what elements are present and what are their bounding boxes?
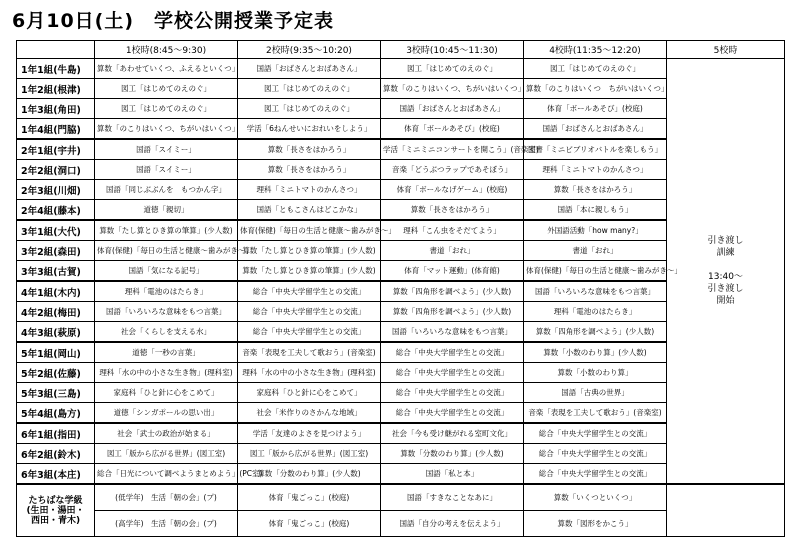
class-name: 4年1組(木内) <box>17 281 95 302</box>
class-name: 2年3組(川畑) <box>17 180 95 200</box>
fifth-period-note <box>667 59 785 485</box>
lesson-cell: 算数「長さをはかろう」 <box>238 139 381 160</box>
lesson-cell: 算数「たし算とひき算の筆算」(少人数) <box>238 241 381 261</box>
lesson-cell: 総合「日光について調べようまとめよう」(PC室) <box>95 464 238 485</box>
lesson-cell: 総合「中央大学留学生との交流」 <box>524 444 667 464</box>
header-period-1: 1校時(8:45～9:30) <box>95 41 238 59</box>
class-name: 5年4組(島方) <box>17 403 95 424</box>
lesson-cell: (低学年) 生活「朝の会」(プ) <box>95 484 238 511</box>
lesson-cell: 算数「たし算とひき算の筆算」(少人数) <box>95 220 238 241</box>
lesson-cell: 図工「はじめてのえのぐ」 <box>381 59 524 79</box>
header-row <box>17 41 785 59</box>
class-name: 3年3組(古賀) <box>17 261 95 282</box>
lesson-cell: 理科「ミニトマトのかんさつ」 <box>524 160 667 180</box>
lesson-cell: 音楽「どうぶつラップであそぼう」 <box>381 160 524 180</box>
class-name: 5年3組(三島) <box>17 383 95 403</box>
class-name: 2年1組(宇井) <box>17 139 95 160</box>
lesson-cell: 体育(保健)「毎日の生活と健康～歯みがき～」 <box>238 220 381 241</box>
lesson-cell: 算数「小数のわり算」(少人数) <box>524 342 667 363</box>
lesson-cell: 図工「はじめてのえのぐ」 <box>524 59 667 79</box>
header-period-5: 5校時 <box>667 41 785 59</box>
lesson-cell: 算数「いくつといくつ」 <box>524 484 667 511</box>
lesson-cell: 国語「いろいろな意味をもつ言葉」 <box>381 322 524 343</box>
lesson-cell: 社会「武士の政治が始まる」 <box>95 423 238 444</box>
lesson-cell: 国語「おばさんとおばあさん」 <box>238 59 381 79</box>
lesson-cell: 算数「小数のわり算」 <box>524 363 667 383</box>
lesson-cell: 理科「水の中の小さな生き物」(理科室) <box>95 363 238 383</box>
class-name: 1年2組(根津) <box>17 79 95 99</box>
lesson-cell: 家庭科「ひと針に心をこめて」 <box>95 383 238 403</box>
class-name: 2年2組(洞口) <box>17 160 95 180</box>
lesson-cell: 理科「こん虫をそだてよう」 <box>381 220 524 241</box>
lesson-cell: 算数「のこりはいくつ、ちがいはいくつ」 <box>95 119 238 140</box>
header-period-4: 4校時(11:35～12:20) <box>524 41 667 59</box>
lesson-cell: 体育(保健)「毎日の生活と健康～歯みがき～」 <box>524 261 667 282</box>
tachibana-label-line: (生田・湯田・ <box>26 505 85 516</box>
lesson-cell: 国語「おばさんとおばあさん」 <box>381 99 524 119</box>
lesson-cell: 理科「ミニトマトのかんさつ」 <box>238 180 381 200</box>
lesson-cell: 図工「版から広がる世界」(図工室) <box>238 444 381 464</box>
fifth-period-note-line: 引き渡し <box>707 284 744 294</box>
lesson-cell: 音楽「表現を工夫して歌おう」(音楽室) <box>524 403 667 424</box>
lesson-cell: 算数「四角形を調べよう」(少人数) <box>524 322 667 343</box>
lesson-cell: 体育「ボールあそび」(校庭) <box>524 99 667 119</box>
header-class <box>17 41 95 59</box>
lesson-cell: 算数「図形をかこう」 <box>524 511 667 537</box>
header-period-3: 3校時(10:45～11:30) <box>381 41 524 59</box>
fifth-period-note-line: 引き渡し <box>707 236 744 246</box>
class-name: 1年3組(角田) <box>17 99 95 119</box>
tachibana-label-line: たちばな学級 <box>28 495 83 506</box>
lesson-cell: 理科「水の中の小さな生き物」(理科室) <box>238 363 381 383</box>
lesson-cell: 社会「米作りのさかんな地域」 <box>238 403 381 424</box>
fifth-period-note-line: 訓練 <box>716 248 735 258</box>
lesson-cell: 図書「ミニビブリオバトルを楽しもう」 <box>524 139 667 160</box>
lesson-cell: 総合「中央大学留学生との交流」 <box>381 363 524 383</box>
lesson-cell: 国語「気になる記号」 <box>95 261 238 282</box>
fifth-period-note-line: 13:40～ <box>708 272 743 282</box>
lesson-cell: 総合「中央大学留学生との交流」 <box>238 281 381 302</box>
lesson-cell: 道徳「一秒の言葉」 <box>95 342 238 363</box>
class-name: 1年4組(門脇) <box>17 119 95 140</box>
lesson-cell: 算数「あわせていくつ、ふえるといくつ」 <box>95 59 238 79</box>
lesson-cell: 道徳「親切」 <box>95 200 238 221</box>
lesson-cell: 算数「四角形を調べよう」(少人数) <box>381 281 524 302</box>
class-name: 5年2組(佐藤) <box>17 363 95 383</box>
lesson-cell: 体育「鬼ごっこ」(校庭) <box>238 511 381 537</box>
lesson-cell: 体育(保健)「毎日の生活と健康～歯みがき～」 <box>95 241 238 261</box>
lesson-cell: 社会「くらしを支える水」 <box>95 322 238 343</box>
lesson-cell: 総合「中央大学留学生との交流」 <box>524 464 667 485</box>
lesson-cell: 算数「長さをはかろう」 <box>238 160 381 180</box>
lesson-cell: 学活「ミニミニコンサートを開こう」(音楽室) <box>381 139 524 160</box>
lesson-cell: 総合「中央大学留学生との交流」 <box>524 423 667 444</box>
lesson-cell: 図工「版から広がる世界」(図工室) <box>95 444 238 464</box>
schedule-body <box>17 59 785 537</box>
class-name: 3年1組(大代) <box>17 220 95 241</box>
lesson-cell: 国語「おばさんとおばあさん」 <box>524 119 667 140</box>
lesson-cell: 理科「電池のはたらき」 <box>95 281 238 302</box>
lesson-cell: 社会「今も受け継がれる室町文化」 <box>381 423 524 444</box>
lesson-cell: 総合「中央大学留学生との交流」 <box>381 403 524 424</box>
lesson-cell: 体育「マット運動」(体育館) <box>381 261 524 282</box>
lesson-cell: 国語「自分の考えを伝えよう」 <box>381 511 524 537</box>
lesson-cell: 国語「スイミー」 <box>95 160 238 180</box>
lesson-cell: 総合「中央大学留学生との交流」 <box>381 383 524 403</box>
lesson-cell: 図工「はじめてのえのぐ」 <box>238 79 381 99</box>
lesson-cell: 学活「6ねんせいにおれいをしよう」 <box>238 119 381 140</box>
empty-cell <box>667 484 785 537</box>
class-name: 2年4組(藤本) <box>17 200 95 221</box>
header-period-2: 2校時(9:35～10:20) <box>238 41 381 59</box>
lesson-cell: 算数「たし算とひき算の筆算」(少人数) <box>238 261 381 282</box>
class-name: 6年1組(指田) <box>17 423 95 444</box>
class-name: 3年2組(森田) <box>17 241 95 261</box>
lesson-cell: 算数「分数のわり算」(少人数) <box>238 464 381 485</box>
lesson-cell: 図工「はじめてのえのぐ」 <box>95 99 238 119</box>
lesson-cell: 図工「はじめてのえのぐ」 <box>95 79 238 99</box>
lesson-cell: 総合「中央大学留学生との交流」 <box>381 342 524 363</box>
lesson-cell: 図工「はじめてのえのぐ」 <box>238 99 381 119</box>
lesson-cell: (高学年) 生活「朝の会」(プ) <box>95 511 238 537</box>
table-row-tachibana <box>17 484 785 511</box>
lesson-cell: 体育「鬼ごっこ」(校庭) <box>238 484 381 511</box>
lesson-cell: 体育「ボールあそび」(校庭) <box>381 119 524 140</box>
lesson-cell: 算数「のこりはいくつ、ちがいはいくつ」 <box>381 79 524 99</box>
table-row <box>17 59 785 79</box>
lesson-cell: 道徳「シンガポールの思い出」 <box>95 403 238 424</box>
lesson-cell: 国語「スイミー」 <box>95 139 238 160</box>
lesson-cell: 書道「おれ」 <box>381 241 524 261</box>
lesson-cell: 国語「いろいろな意味をもつ言葉」 <box>95 302 238 322</box>
lesson-cell: 算数「分数のわり算」(少人数) <box>381 444 524 464</box>
class-name: 5年1組(岡山) <box>17 342 95 363</box>
lesson-cell: 理科「電池のはたらき」 <box>524 302 667 322</box>
lesson-cell: 国語「ともこさんはどこかな」 <box>238 200 381 221</box>
lesson-cell: 家庭科「ひと針に心をこめて」 <box>238 383 381 403</box>
class-name-tachibana <box>17 484 95 537</box>
lesson-cell: 音楽「表現を工夫して歌おう」(音楽室) <box>238 342 381 363</box>
class-name: 1年1組(牛島) <box>17 59 95 79</box>
lesson-cell: 国語「同じぶぶんを もつかん字」 <box>95 180 238 200</box>
lesson-cell: 書道「おれ」 <box>524 241 667 261</box>
lesson-cell: 算数「のこりはいくつ ちがいはいくつ」 <box>524 79 667 99</box>
lesson-cell: 国語「いろいろな意味をもつ言葉」 <box>524 281 667 302</box>
lesson-cell: 総合「中央大学留学生との交流」 <box>238 322 381 343</box>
page-title: 6月10日(土) 学校公開授業予定表 <box>12 10 335 32</box>
schedule-table <box>16 40 785 537</box>
class-name: 4年3組(萩原) <box>17 322 95 343</box>
lesson-cell: 学活「友達のよさを見つけよう」 <box>238 423 381 444</box>
lesson-cell: 総合「中央大学留学生との交流」 <box>238 302 381 322</box>
tachibana-label-line: 西田・青木) <box>30 515 81 526</box>
class-name: 4年2組(梅田) <box>17 302 95 322</box>
class-name: 6年2組(鈴木) <box>17 444 95 464</box>
lesson-cell: 外国語活動「how many?」 <box>524 220 667 241</box>
lesson-cell: 算数「長さをはかろう」 <box>381 200 524 221</box>
lesson-cell: 国語「すきなことなあに」 <box>381 484 524 511</box>
lesson-cell: 算数「長さをはかろう」 <box>524 180 667 200</box>
lesson-cell: 国語「私と本」 <box>381 464 524 485</box>
class-name: 6年3組(本庄) <box>17 464 95 485</box>
lesson-cell: 算数「四角形を調べよう」(少人数) <box>381 302 524 322</box>
fifth-period-note-line <box>668 259 783 271</box>
lesson-cell: 国語「本に親しもう」 <box>524 200 667 221</box>
fifth-period-note-line: 開始 <box>716 296 735 306</box>
lesson-cell: 体育「ボールなげゲーム」(校庭) <box>381 180 524 200</box>
lesson-cell: 国語「古典の世界」 <box>524 383 667 403</box>
